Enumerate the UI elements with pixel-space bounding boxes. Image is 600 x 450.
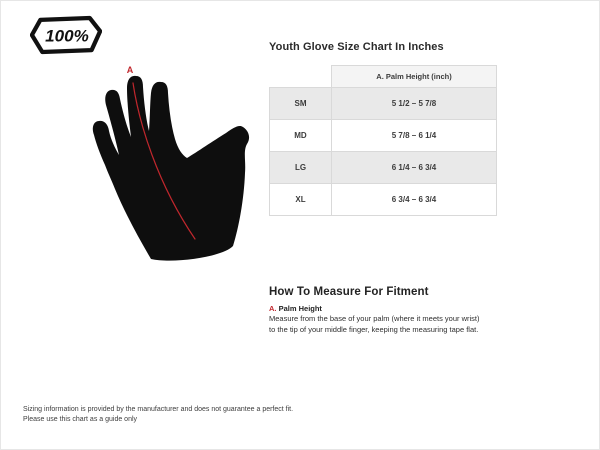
range-cell: 6 1/4 – 6 3/4 <box>332 152 497 184</box>
table-row-md <box>270 120 497 152</box>
measure-section <box>269 286 484 335</box>
table-row-xl <box>270 184 497 216</box>
size-cell: XL <box>270 184 332 216</box>
measure-item-title <box>269 304 484 313</box>
glove-figure-svg <box>83 61 258 266</box>
disclaimer-line-1: Sizing information is provided by the manufacturer and does not guarantee a perfect fit. <box>23 406 294 413</box>
measure-item-name: Palm Height <box>278 304 322 313</box>
logo-text: 100% <box>45 26 89 46</box>
logo-badge-icon <box>30 15 102 55</box>
range-cell: 5 7/8 – 6 1/4 <box>332 120 497 152</box>
disclaimer <box>23 405 293 425</box>
measurement-label-a: A <box>126 65 134 75</box>
disclaimer-line-2: Please use this chart as a guide only <box>23 416 138 424</box>
table-header-row <box>270 66 497 88</box>
brand-logo-100-percent <box>30 15 102 55</box>
size-chart-table <box>269 65 497 216</box>
measure-item-letter: A. <box>269 304 277 313</box>
table-row-sm <box>270 88 497 120</box>
header-empty-cell <box>270 66 332 88</box>
size-cell: SM <box>270 88 332 120</box>
glove-measurement-figure <box>83 61 258 266</box>
measure-heading: How To Measure For Fitment <box>269 286 429 298</box>
range-cell: 5 1/2 – 5 7/8 <box>332 88 497 120</box>
size-chart-title: Youth Glove Size Chart In Inches <box>269 41 444 53</box>
table-row-lg <box>270 152 497 184</box>
glove-silhouette <box>93 76 249 261</box>
range-cell: 6 3/4 – 6 3/4 <box>332 184 497 216</box>
measure-item-description: Measure from the base of your palm (where it meets your wrist) to the tip of your middle finger, keeping the measuring tape flat. <box>269 314 480 334</box>
header-palm-height: A. Palm Height (inch) <box>332 66 497 88</box>
size-cell: LG <box>270 152 332 184</box>
size-cell: MD <box>270 120 332 152</box>
